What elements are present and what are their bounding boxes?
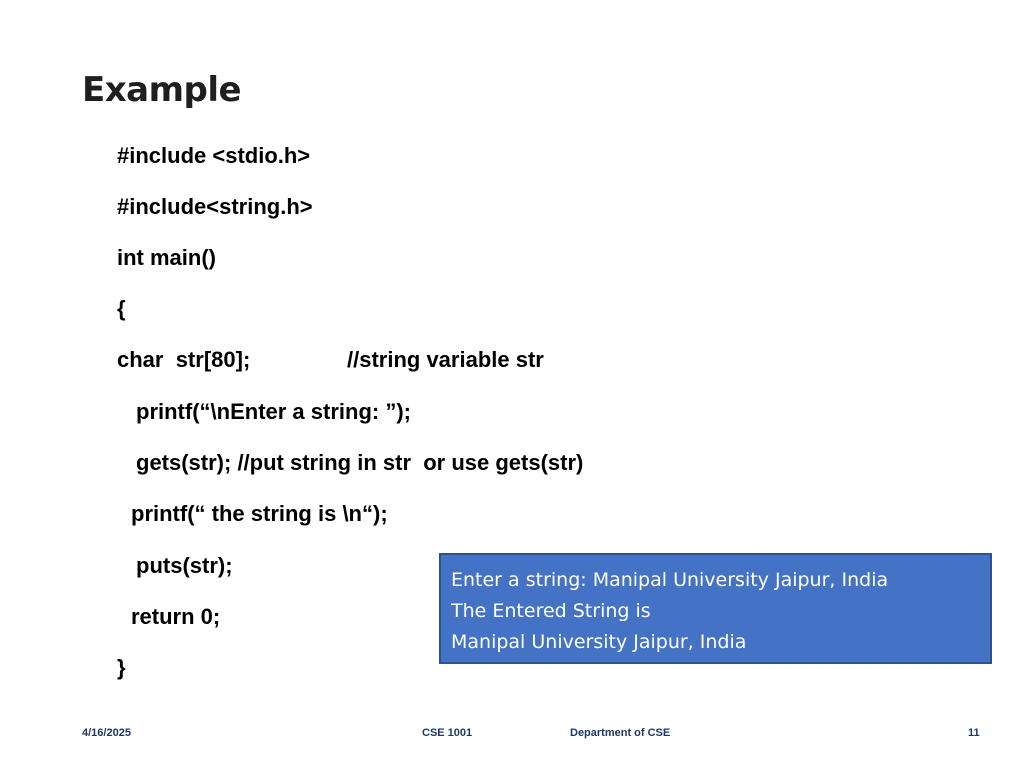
code-line-main-signature: int main() bbox=[117, 245, 216, 270]
footer-course: CSE 1001 bbox=[422, 727, 473, 739]
slide-title: Example bbox=[82, 70, 242, 110]
code-line-char-declaration: char str[80]; bbox=[117, 347, 251, 372]
code-line-open-brace: { bbox=[117, 296, 126, 321]
code-line-close-brace: } bbox=[117, 655, 126, 680]
code-line-gets: gets(str); //put string in str or use gets(str) bbox=[136, 450, 584, 475]
footer-date: 4/16/2025 bbox=[82, 727, 131, 739]
footer-department: Department of CSE bbox=[570, 727, 671, 739]
code-line-return: return 0; bbox=[131, 604, 221, 629]
code-line-include-stdio: #include <stdio.h> bbox=[117, 143, 311, 168]
code-line-printf-prompt: printf(“\nEnter a string: ”); bbox=[136, 399, 411, 424]
output-line-2: The Entered String is bbox=[451, 600, 651, 622]
output-line-3: Manipal University Jaipur, India bbox=[451, 631, 747, 653]
output-line-1: Enter a string: Manipal University Jaipur, India bbox=[451, 569, 889, 591]
footer-page-number: 11 bbox=[968, 727, 980, 739]
code-line-puts: puts(str); bbox=[136, 553, 233, 578]
code-line-include-string: #include<string.h> bbox=[117, 194, 313, 219]
code-comment: //string variable str bbox=[347, 347, 544, 372]
program-output-box bbox=[439, 553, 992, 664]
code-line-printf-result: printf(“ the string is \n“); bbox=[131, 501, 388, 526]
